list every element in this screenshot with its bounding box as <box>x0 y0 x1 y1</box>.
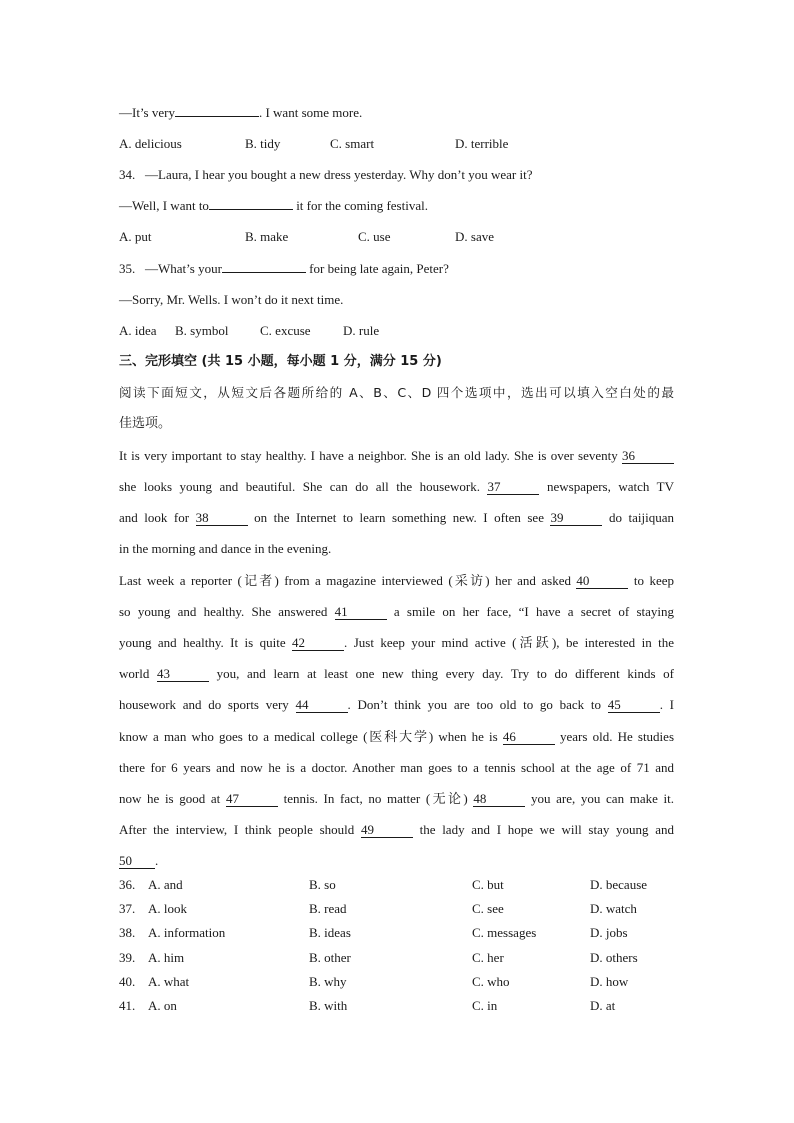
option-c: C. who <box>472 974 510 989</box>
passage-line <box>119 510 674 526</box>
option-d: D. rule <box>343 323 380 338</box>
q34-reply-start: —Well, I want to <box>119 198 209 213</box>
option-a: A. idea <box>119 323 157 338</box>
passage-text: years old. He studies <box>554 729 675 744</box>
option-c: C. but <box>472 877 504 892</box>
option-d: D. terrible <box>455 136 509 151</box>
passage-line <box>119 573 674 589</box>
q35-stem <box>119 261 449 277</box>
option-a: A. what <box>148 974 190 989</box>
answer-blank <box>209 209 293 210</box>
option-a: A. look <box>148 901 187 916</box>
passage-text: world <box>119 666 157 681</box>
question-number: 37. <box>119 901 136 916</box>
q33-stem-end: . I want some more. <box>258 105 363 120</box>
cloze-blank: 41 <box>335 605 387 620</box>
option-a: A. delicious <box>119 136 182 151</box>
cloze-blank: 47 <box>226 792 278 807</box>
section-heading: 三、完形填空 (共 15 小题，每小题 1 分，满分 15 分) <box>119 354 442 369</box>
question-number: 36. <box>119 877 136 892</box>
q34-stem <box>119 167 532 183</box>
passage-line <box>119 822 674 838</box>
q33-stem-start: —It’s very <box>119 105 175 120</box>
question-number: 39. <box>119 950 136 965</box>
passage-text: . Just keep your mind active (活跃), be interested in the <box>344 635 675 650</box>
question-number: 41. <box>119 998 136 1013</box>
passage-text: to keep <box>628 573 674 588</box>
q35-reply <box>119 292 343 308</box>
passage-text: . Don’t think you are too old to go back to <box>347 697 608 712</box>
passage-text: in the morning and dance in the evening. <box>119 541 332 556</box>
passage-text: and look for <box>119 510 196 525</box>
option-c: C. smart <box>330 136 375 151</box>
option-d: D. save <box>455 229 494 244</box>
option-c: C. in <box>472 998 498 1013</box>
option-b: B. with <box>309 998 348 1013</box>
passage-text: tennis. In fact, no matter (无论) <box>277 791 474 806</box>
passage-line <box>119 791 674 807</box>
passage-line <box>119 541 331 557</box>
passage-text: she looks young and beautiful. She can do all the housework. <box>119 479 488 494</box>
q35-stem-start: —What’s your <box>145 261 222 276</box>
option-d: D. because <box>590 877 648 892</box>
passage-text: Last week a reporter (记者) from a magazine interviewed (采访) her and asked <box>119 573 577 588</box>
option-d: D. how <box>590 974 629 989</box>
cloze-blank: 49 <box>361 823 413 838</box>
passage-text: do taijiquan <box>602 510 674 525</box>
passage-line <box>119 604 674 620</box>
q35-reply-text: —Sorry, Mr. Wells. I won’t do it next time. <box>119 292 344 307</box>
passage-line <box>119 666 674 682</box>
option-d: D. jobs <box>590 925 628 940</box>
answer-blank <box>175 116 259 117</box>
passage-text: a smile on her face, “I have a secret of staying <box>386 604 674 619</box>
option-a: A. information <box>148 925 226 940</box>
cloze-blank: 48 <box>473 792 525 807</box>
option-d: D. watch <box>590 901 637 916</box>
option-b: B. ideas <box>309 925 351 940</box>
passage-text: young and healthy. It is quite <box>119 635 293 650</box>
q34-reply <box>119 198 428 214</box>
question-number: 38. <box>119 925 136 940</box>
cloze-blank: 37 <box>487 480 539 495</box>
question-number: 40. <box>119 974 136 989</box>
passage-text: It is very important to stay healthy. I have a neighbor. She is an old lady. She is over seventy <box>119 448 622 463</box>
q35-stem-end: for being late again, Peter? <box>309 261 449 276</box>
cloze-blank: 39 <box>550 511 602 526</box>
cloze-blank: 44 <box>296 698 348 713</box>
passage-line <box>119 760 674 776</box>
passage-text: there for 6 years and now he is a doctor. Another man goes to a tennis school at the age of 71 and <box>119 760 674 775</box>
option-b: B. other <box>309 950 351 965</box>
cloze-blank: 46 <box>503 730 555 745</box>
passage-text: you, and learn at least one new thing every day. Try to do different kinds of <box>208 666 674 681</box>
option-b: B. why <box>309 974 347 989</box>
passage-line <box>119 479 674 495</box>
question-number: 35. <box>119 261 136 276</box>
option-c: C. excuse <box>260 323 311 338</box>
option-d: D. at <box>590 998 616 1013</box>
option-c: C. see <box>472 901 504 916</box>
passage-text: housework and do sports very <box>119 697 296 712</box>
passage-line <box>119 448 674 464</box>
option-a: A. him <box>148 950 185 965</box>
option-a: A. on <box>148 998 177 1013</box>
option-b: B. make <box>245 229 289 244</box>
passage-text: . I <box>659 697 674 712</box>
option-c: C. use <box>358 229 391 244</box>
passage-line <box>119 853 158 869</box>
passage-text: . <box>155 853 159 868</box>
passage-line <box>119 729 674 745</box>
cloze-blank: 43 <box>157 667 209 682</box>
passage-text: so young and healthy. She answered <box>119 604 335 619</box>
option-b: B. symbol <box>175 323 229 338</box>
cloze-blank: 42 <box>292 636 344 651</box>
option-b: B. so <box>309 877 336 892</box>
passage-text: on the Internet to learn something new. I often see <box>247 510 551 525</box>
passage-text: know a man who goes to a medical college (医科大学) when he is <box>119 729 503 744</box>
cloze-blank: 38 <box>196 511 248 526</box>
passage-line <box>119 697 674 713</box>
answer-blank <box>222 272 306 273</box>
section-instruction-cont: 佳选项。 <box>119 416 172 431</box>
passage-text: the lady and I hope we will stay young and <box>412 822 674 837</box>
cloze-blank: 45 <box>608 698 660 713</box>
q33-stem <box>119 105 362 121</box>
option-c: C. her <box>472 950 504 965</box>
question-number: 34. <box>119 167 136 182</box>
option-b: B. tidy <box>245 136 281 151</box>
option-a: A. and <box>148 877 183 892</box>
q34-reply-end: it for the coming festival. <box>296 198 428 213</box>
q34-stem-text: —Laura, I hear you bought a new dress yesterday. Why don’t you wear it? <box>145 167 533 182</box>
passage-line <box>119 635 674 651</box>
cloze-blank: 50 <box>119 854 155 869</box>
option-d: D. others <box>590 950 638 965</box>
option-c: C. messages <box>472 925 537 940</box>
passage-text: newspapers, watch TV <box>539 479 675 494</box>
option-a: A. put <box>119 229 152 244</box>
cloze-blank: 36 <box>622 449 674 464</box>
option-b: B. read <box>309 901 347 916</box>
passage-text: you are, you can make it. <box>525 791 674 806</box>
section-instruction: 阅读下面短文，从短文后各题所给的 A、B、C、D 四个选项中，选出可以填入空白处的最 <box>119 385 674 400</box>
passage-text: After the interview, I think people should <box>119 822 361 837</box>
passage-text: now he is good at <box>119 791 226 806</box>
cloze-blank: 40 <box>576 574 628 589</box>
